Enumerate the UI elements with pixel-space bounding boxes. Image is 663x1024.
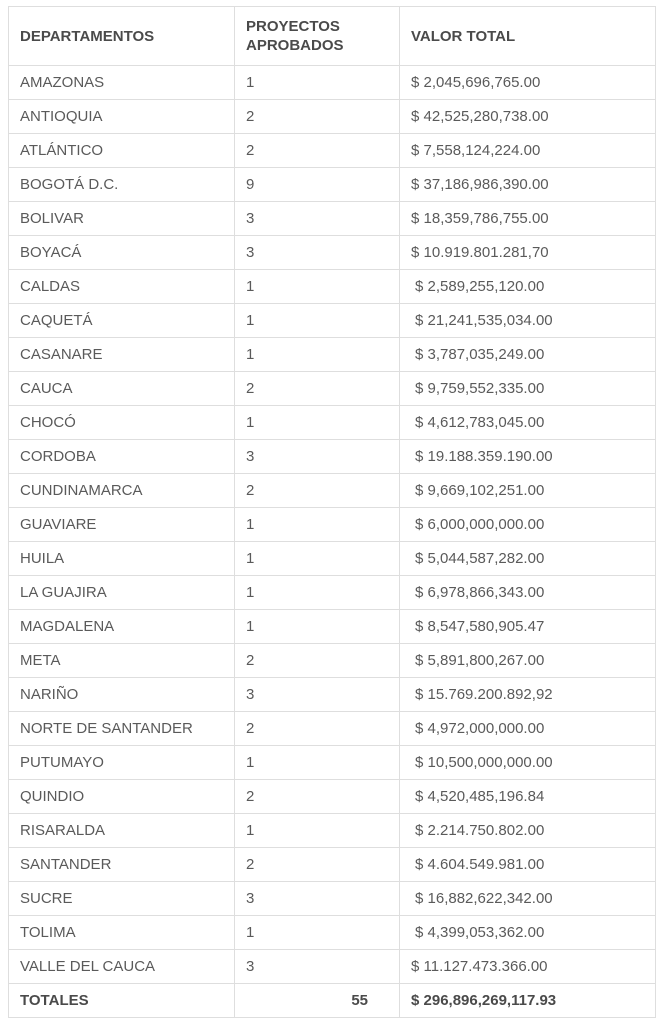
- table-row: [9, 168, 656, 202]
- cell-proyectos: 1: [235, 304, 400, 338]
- cell-departamento: CUNDINAMARCA: [9, 474, 235, 508]
- table-row: [9, 474, 656, 508]
- header-departamentos: DEPARTAMENTOS: [9, 7, 235, 66]
- table-row: [9, 814, 656, 848]
- cell-proyectos: 3: [235, 440, 400, 474]
- cell-valor: $ 3,787,035,249.00: [400, 338, 656, 372]
- table-row: [9, 542, 656, 576]
- cell-valor: $ 10.919.801.281,70: [400, 236, 656, 270]
- table-row: [9, 304, 656, 338]
- cell-proyectos: 1: [235, 270, 400, 304]
- cell-valor: $ 5,891,800,267.00: [400, 644, 656, 678]
- cell-departamento: PUTUMAYO: [9, 746, 235, 780]
- cell-proyectos: 2: [235, 780, 400, 814]
- table-row: [9, 236, 656, 270]
- totals-valor: $ 296,896,269,117.93: [400, 984, 656, 1018]
- header-valor-total: VALOR TOTAL: [400, 7, 656, 66]
- cell-departamento: HUILA: [9, 542, 235, 576]
- cell-departamento: ATLÁNTICO: [9, 134, 235, 168]
- table-row: [9, 678, 656, 712]
- cell-proyectos: 2: [235, 712, 400, 746]
- table-row: [9, 440, 656, 474]
- cell-proyectos: 2: [235, 644, 400, 678]
- cell-valor: $ 4.604.549.981.00: [400, 848, 656, 882]
- table-row: [9, 882, 656, 916]
- table-row: [9, 780, 656, 814]
- cell-proyectos: 1: [235, 338, 400, 372]
- table-row: [9, 202, 656, 236]
- cell-valor: $ 11.127.473.366.00: [400, 950, 656, 984]
- cell-departamento: CAUCA: [9, 372, 235, 406]
- table-row: [9, 406, 656, 440]
- cell-departamento: LA GUAJIRA: [9, 576, 235, 610]
- cell-proyectos: 2: [235, 474, 400, 508]
- table-body: [9, 66, 656, 984]
- cell-departamento: BOYACÁ: [9, 236, 235, 270]
- cell-valor: $ 2,589,255,120.00: [400, 270, 656, 304]
- table-row: [9, 644, 656, 678]
- cell-proyectos: 2: [235, 848, 400, 882]
- cell-departamento: SUCRE: [9, 882, 235, 916]
- cell-proyectos: 1: [235, 916, 400, 950]
- cell-proyectos: 3: [235, 950, 400, 984]
- cell-proyectos: 1: [235, 542, 400, 576]
- cell-proyectos: 1: [235, 66, 400, 100]
- cell-proyectos: 9: [235, 168, 400, 202]
- cell-departamento: RISARALDA: [9, 814, 235, 848]
- cell-proyectos: 3: [235, 678, 400, 712]
- cell-valor: $ 8,547,580,905.47: [400, 610, 656, 644]
- cell-valor: $ 21,241,535,034.00: [400, 304, 656, 338]
- totals-proyectos: 55: [235, 984, 400, 1018]
- cell-proyectos: 1: [235, 576, 400, 610]
- cell-proyectos: 1: [235, 814, 400, 848]
- table-row: [9, 372, 656, 406]
- cell-valor: $ 2.214.750.802.00: [400, 814, 656, 848]
- cell-departamento: NORTE DE SANTANDER: [9, 712, 235, 746]
- cell-valor: $ 2,045,696,765.00: [400, 66, 656, 100]
- cell-departamento: AMAZONAS: [9, 66, 235, 100]
- header-proyectos-aprobados: PROYECTOS APROBADOS: [235, 7, 400, 66]
- cell-proyectos: 1: [235, 508, 400, 542]
- cell-departamento: CORDOBA: [9, 440, 235, 474]
- cell-proyectos: 1: [235, 406, 400, 440]
- cell-valor: $ 6,000,000,000.00: [400, 508, 656, 542]
- cell-departamento: ANTIOQUIA: [9, 100, 235, 134]
- cell-valor: $ 18,359,786,755.00: [400, 202, 656, 236]
- projects-table: [8, 6, 656, 1018]
- cell-departamento: TOLIMA: [9, 916, 235, 950]
- table-row: [9, 916, 656, 950]
- cell-departamento: CAQUETÁ: [9, 304, 235, 338]
- cell-proyectos: 3: [235, 236, 400, 270]
- cell-departamento: CHOCÓ: [9, 406, 235, 440]
- cell-valor: $ 7,558,124,224.00: [400, 134, 656, 168]
- cell-departamento: BOLIVAR: [9, 202, 235, 236]
- cell-valor: $ 4,399,053,362.00: [400, 916, 656, 950]
- cell-valor: $ 5,044,587,282.00: [400, 542, 656, 576]
- cell-valor: $ 4,520,485,196.84: [400, 780, 656, 814]
- table-row: [9, 508, 656, 542]
- table-row: [9, 746, 656, 780]
- header-row: [9, 7, 656, 66]
- table-row: [9, 950, 656, 984]
- table-row: [9, 134, 656, 168]
- cell-departamento: MAGDALENA: [9, 610, 235, 644]
- table-row: [9, 610, 656, 644]
- cell-proyectos: 2: [235, 134, 400, 168]
- cell-departamento: QUINDIO: [9, 780, 235, 814]
- cell-departamento: META: [9, 644, 235, 678]
- table-row: [9, 66, 656, 100]
- cell-proyectos: 1: [235, 610, 400, 644]
- cell-valor: $ 4,972,000,000.00: [400, 712, 656, 746]
- totals-label: TOTALES: [9, 984, 235, 1018]
- cell-proyectos: 2: [235, 372, 400, 406]
- cell-departamento: VALLE DEL CAUCA: [9, 950, 235, 984]
- cell-valor: $ 16,882,622,342.00: [400, 882, 656, 916]
- projects-table-container: [8, 6, 655, 1018]
- table-row: [9, 338, 656, 372]
- cell-valor: $ 19.188.359.190.00: [400, 440, 656, 474]
- cell-valor: $ 37,186,986,390.00: [400, 168, 656, 202]
- cell-departamento: CALDAS: [9, 270, 235, 304]
- table-row: [9, 848, 656, 882]
- cell-proyectos: 2: [235, 100, 400, 134]
- totals-row: [9, 984, 656, 1018]
- cell-valor: $ 4,612,783,045.00: [400, 406, 656, 440]
- cell-departamento: CASANARE: [9, 338, 235, 372]
- cell-valor: $ 9,759,552,335.00: [400, 372, 656, 406]
- cell-proyectos: 3: [235, 202, 400, 236]
- cell-departamento: GUAVIARE: [9, 508, 235, 542]
- cell-valor: $ 42,525,280,738.00: [400, 100, 656, 134]
- table-row: [9, 100, 656, 134]
- cell-valor: $ 15.769.200.892,92: [400, 678, 656, 712]
- cell-departamento: SANTANDER: [9, 848, 235, 882]
- table-row: [9, 576, 656, 610]
- cell-departamento: BOGOTÁ D.C.: [9, 168, 235, 202]
- table-row: [9, 712, 656, 746]
- cell-departamento: NARIÑO: [9, 678, 235, 712]
- cell-proyectos: 3: [235, 882, 400, 916]
- cell-valor: $ 10,500,000,000.00: [400, 746, 656, 780]
- cell-valor: $ 6,978,866,343.00: [400, 576, 656, 610]
- table-row: [9, 270, 656, 304]
- cell-proyectos: 1: [235, 746, 400, 780]
- cell-valor: $ 9,669,102,251.00: [400, 474, 656, 508]
